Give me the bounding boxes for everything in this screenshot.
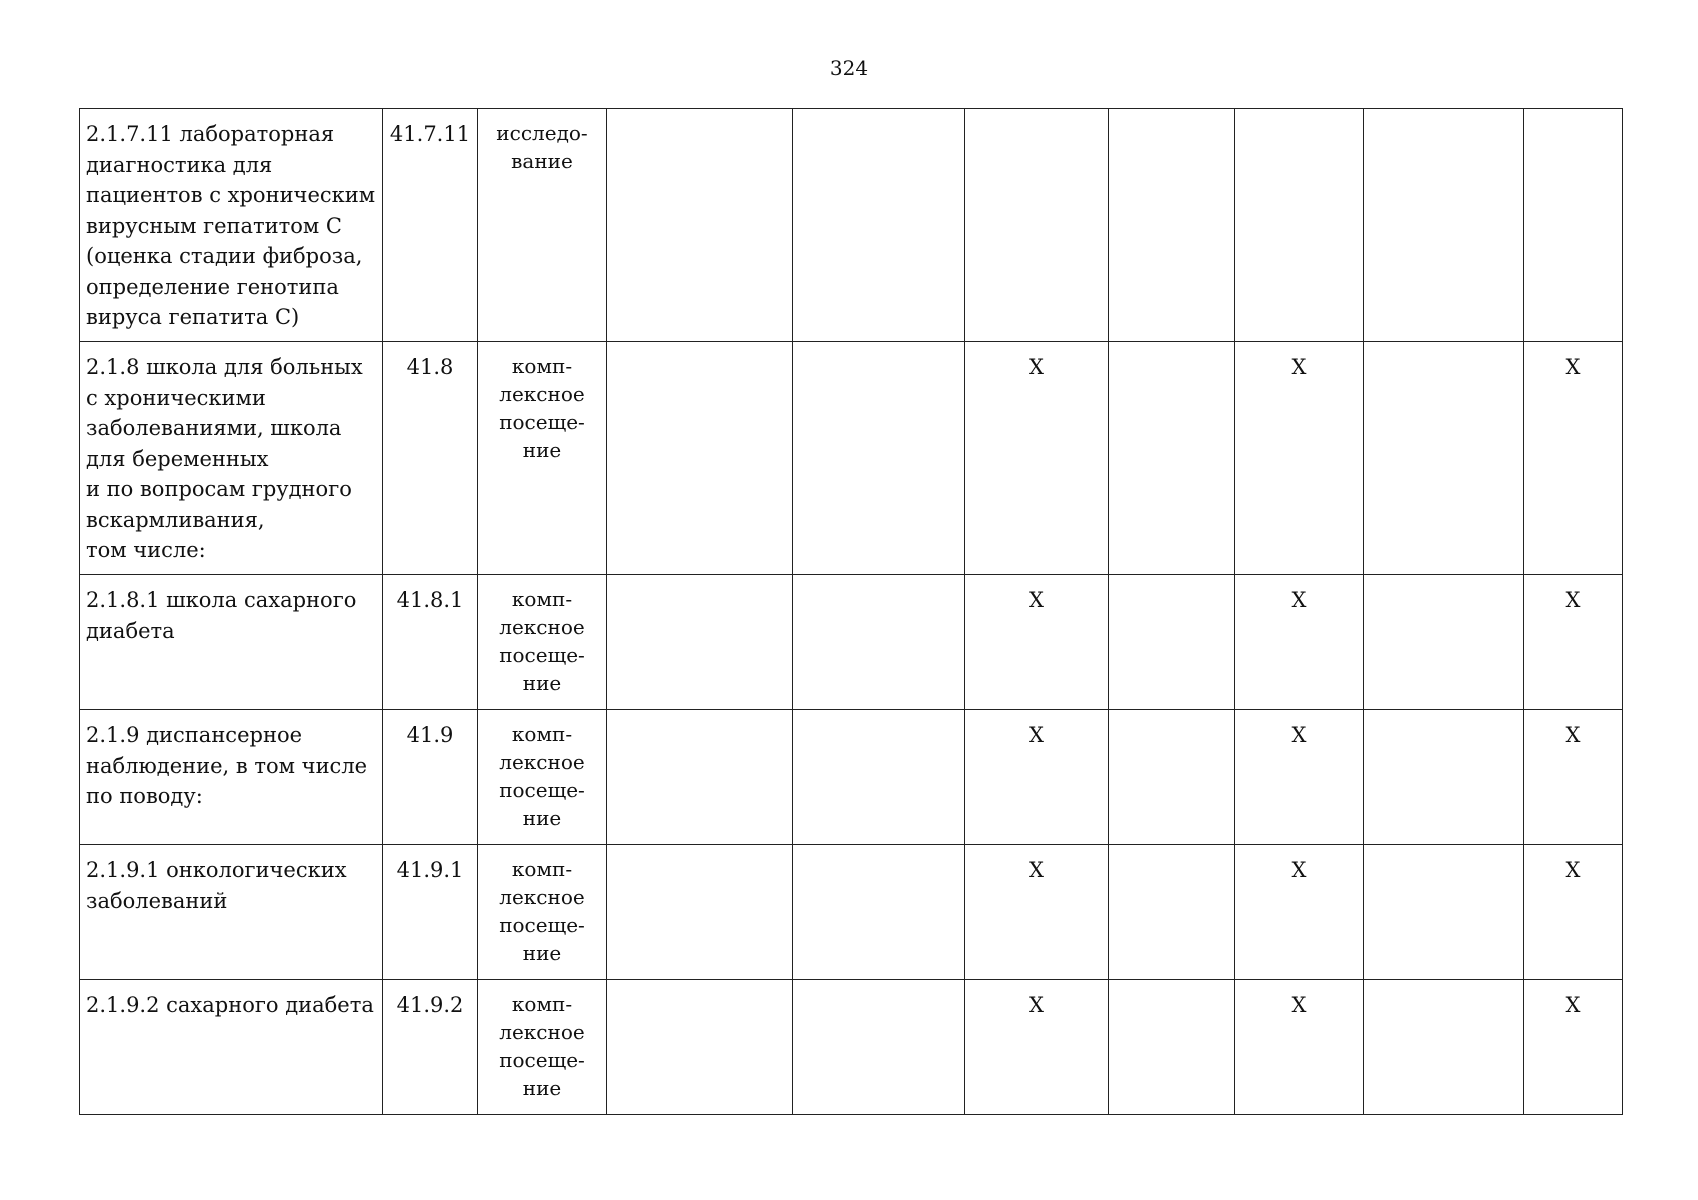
row-value-cell bbox=[1109, 980, 1235, 1115]
row-value-cell bbox=[607, 980, 793, 1115]
page-number: 324 bbox=[829, 56, 869, 80]
row-unit-cell: комп- лексное посеще- ние bbox=[478, 845, 607, 980]
row-unit-cell: комп- лексное посеще- ние bbox=[478, 710, 607, 845]
row-code-cell: 41.8.1 bbox=[383, 575, 478, 710]
row-code-cell: 41.8 bbox=[383, 342, 478, 575]
row-code-cell: 41.9 bbox=[383, 710, 478, 845]
table-row bbox=[80, 342, 1623, 575]
row-name-cell: 2.1.9.1 онкологических заболеваний bbox=[80, 845, 383, 980]
row-value-cell bbox=[607, 342, 793, 575]
row-value-cell bbox=[1524, 109, 1623, 342]
row-value-cell bbox=[1364, 710, 1524, 845]
row-value-cell bbox=[965, 109, 1109, 342]
row-value-cell bbox=[793, 845, 965, 980]
table-row bbox=[80, 575, 1623, 710]
row-value-cell bbox=[1364, 109, 1524, 342]
row-unit-cell: исследо- вание bbox=[478, 109, 607, 342]
row-value-cell bbox=[793, 710, 965, 845]
row-value-cell: X bbox=[1235, 710, 1364, 845]
row-value-cell bbox=[607, 710, 793, 845]
table-row bbox=[80, 980, 1623, 1115]
row-value-cell bbox=[1109, 575, 1235, 710]
row-value-cell: X bbox=[1235, 575, 1364, 710]
row-value-cell bbox=[607, 845, 793, 980]
row-value-cell: X bbox=[1235, 342, 1364, 575]
row-code-cell: 41.9.1 bbox=[383, 845, 478, 980]
row-value-cell bbox=[1364, 575, 1524, 710]
row-value-cell: X bbox=[1524, 980, 1623, 1115]
row-code-cell: 41.7.11 bbox=[383, 109, 478, 342]
row-value-cell: X bbox=[965, 980, 1109, 1115]
row-name-cell: 2.1.8.1 школа сахарного диабета bbox=[80, 575, 383, 710]
row-unit-cell: комп- лексное посеще- ние bbox=[478, 980, 607, 1115]
row-value-cell bbox=[1235, 109, 1364, 342]
row-value-cell bbox=[793, 575, 965, 710]
row-value-cell bbox=[607, 109, 793, 342]
row-value-cell: X bbox=[1235, 980, 1364, 1115]
row-name-cell: 2.1.8 школа для больных с хроническими заболеваниями, школа для беременных и по вопросам грудного вскармливания, том числе: bbox=[80, 342, 383, 575]
row-value-cell bbox=[1364, 980, 1524, 1115]
row-value-cell bbox=[1109, 342, 1235, 575]
row-value-cell: X bbox=[965, 845, 1109, 980]
row-value-cell bbox=[1109, 109, 1235, 342]
table-row bbox=[80, 845, 1623, 980]
row-name-cell: 2.1.9 диспансерное наблюдение, в том числе по поводу: bbox=[80, 710, 383, 845]
row-value-cell bbox=[1364, 845, 1524, 980]
row-value-cell: X bbox=[965, 710, 1109, 845]
data-table bbox=[79, 108, 1623, 1115]
row-value-cell: X bbox=[965, 342, 1109, 575]
row-value-cell bbox=[607, 575, 793, 710]
row-name-cell: 2.1.9.2 сахарного диабета bbox=[80, 980, 383, 1115]
row-name-cell: 2.1.7.11 лабораторная диагностика для пациентов с хроническим вирусным гепатитом С (оценка стадии фиброза, определение генотипа вируса гепатита С) bbox=[80, 109, 383, 342]
row-unit-cell: комп- лексное посеще- ние bbox=[478, 575, 607, 710]
table-row bbox=[80, 710, 1623, 845]
row-value-cell bbox=[793, 109, 965, 342]
row-value-cell bbox=[1109, 845, 1235, 980]
row-value-cell bbox=[793, 342, 965, 575]
row-code-cell: 41.9.2 bbox=[383, 980, 478, 1115]
row-value-cell bbox=[1364, 342, 1524, 575]
row-unit-cell: комп- лексное посеще- ние bbox=[478, 342, 607, 575]
row-value-cell bbox=[793, 980, 965, 1115]
row-value-cell: X bbox=[1524, 342, 1623, 575]
row-value-cell: X bbox=[965, 575, 1109, 710]
row-value-cell: X bbox=[1524, 710, 1623, 845]
row-value-cell: X bbox=[1235, 845, 1364, 980]
row-value-cell: X bbox=[1524, 845, 1623, 980]
table-row bbox=[80, 109, 1623, 342]
row-value-cell bbox=[1109, 710, 1235, 845]
row-value-cell: X bbox=[1524, 575, 1623, 710]
